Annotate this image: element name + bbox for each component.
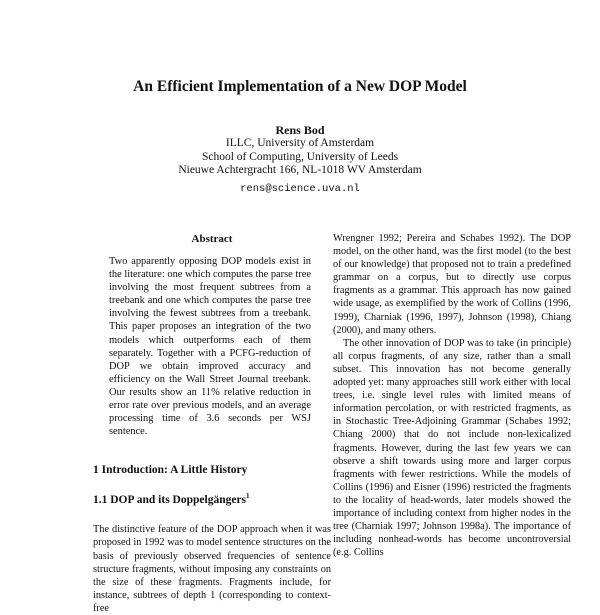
author-affiliation-1: ILLC, University of Amsterdam: [225, 137, 375, 149]
right-column: [333, 232, 571, 559]
section-1-1-title: 1.1 DOP and its Doppelgängers: [93, 494, 247, 507]
left-column: [93, 232, 331, 615]
author-affiliation-2: School of Computing, University of Leeds: [201, 150, 399, 163]
footnote-marker: 1: [246, 492, 250, 501]
section-1-heading: 1 Introduction: A Little History: [93, 464, 248, 477]
author-email: rens@science.uva.nl: [240, 182, 360, 195]
paper-title: An Efficient Implementation of a New DOP Model: [133, 78, 467, 95]
right-paragraph-1: Wrengner 1992; Pereira and Schabes 1992). The DOP model, on the other hand, was the first model (to the best of our knowledge) that proposed not to train a predefined grammar on a corpus, but to directly use corpus fragments as a grammar. This approach has now gained wide usage, as exemplified by the work of Collins (1996, 1999), Charniak (1996, 1997), Johnson (1998), Chiang (2000), and many others.: [333, 233, 571, 336]
author-name: Rens Bod: [275, 123, 325, 137]
abstract-text: Two apparently opposing DOP models exist in the literature: one which computes the parse tree involving the most frequent subtrees from a treebank and one which computes the parse tree involving the fewest subtrees from a treebank. This paper proposes an integration of the two models which outperforms each of them separately. Together with a PCFG-reduction of DOP we obtain improved accuracy and efficiency on the Wall Street Journal treebank. Our results show an 11% relative reduction in error rate over previous models, and an average processing time of 3.6 seconds per WSJ sentence.: [109, 256, 311, 438]
abstract-heading: Abstract: [191, 233, 233, 245]
author-block: [0, 123, 600, 197]
author-address: Nieuwe Achtergracht 166, NL-1018 WV Amsterdam: [178, 164, 422, 176]
section-1-1-heading: [93, 493, 331, 507]
intro-paragraph: The distinctive feature of the DOP approach when it was proposed in 1992 was to model sentence structures on the basis of previously observed frequencies of sentence structure fragments, without imposing any constraints on the size of these fragments. Fragments include, for instance, subtrees of depth 1 (corresponding to context-free: [93, 524, 331, 614]
right-paragraph-2: The other innovation of DOP was to take (in principle) all corpus fragments, of any size, rather than a small subset. This innovation has not become generally adopted yet: many approaches still work either with local trees, i.e. single level rules with limited means of information percolation, or with restricted fragments, as in Stochastic Tree-Adjoining Grammar (Schabes 1992; Chiang 2000) that do not include non-lexicalized fragments. However, during the last few years we can observe a shift towards using more and larger corpus fragments with fewer restrictions. While the models of Collins (1996) and Eisner (1996) restricted the fragments to the locality of head-words, later models showed the importance of including context from higher nodes in the tree (Charniak 1997; Johnson 1998a). The importance of including nonhead-words has become uncontroversial (e.g. Collins: [333, 337, 571, 559]
